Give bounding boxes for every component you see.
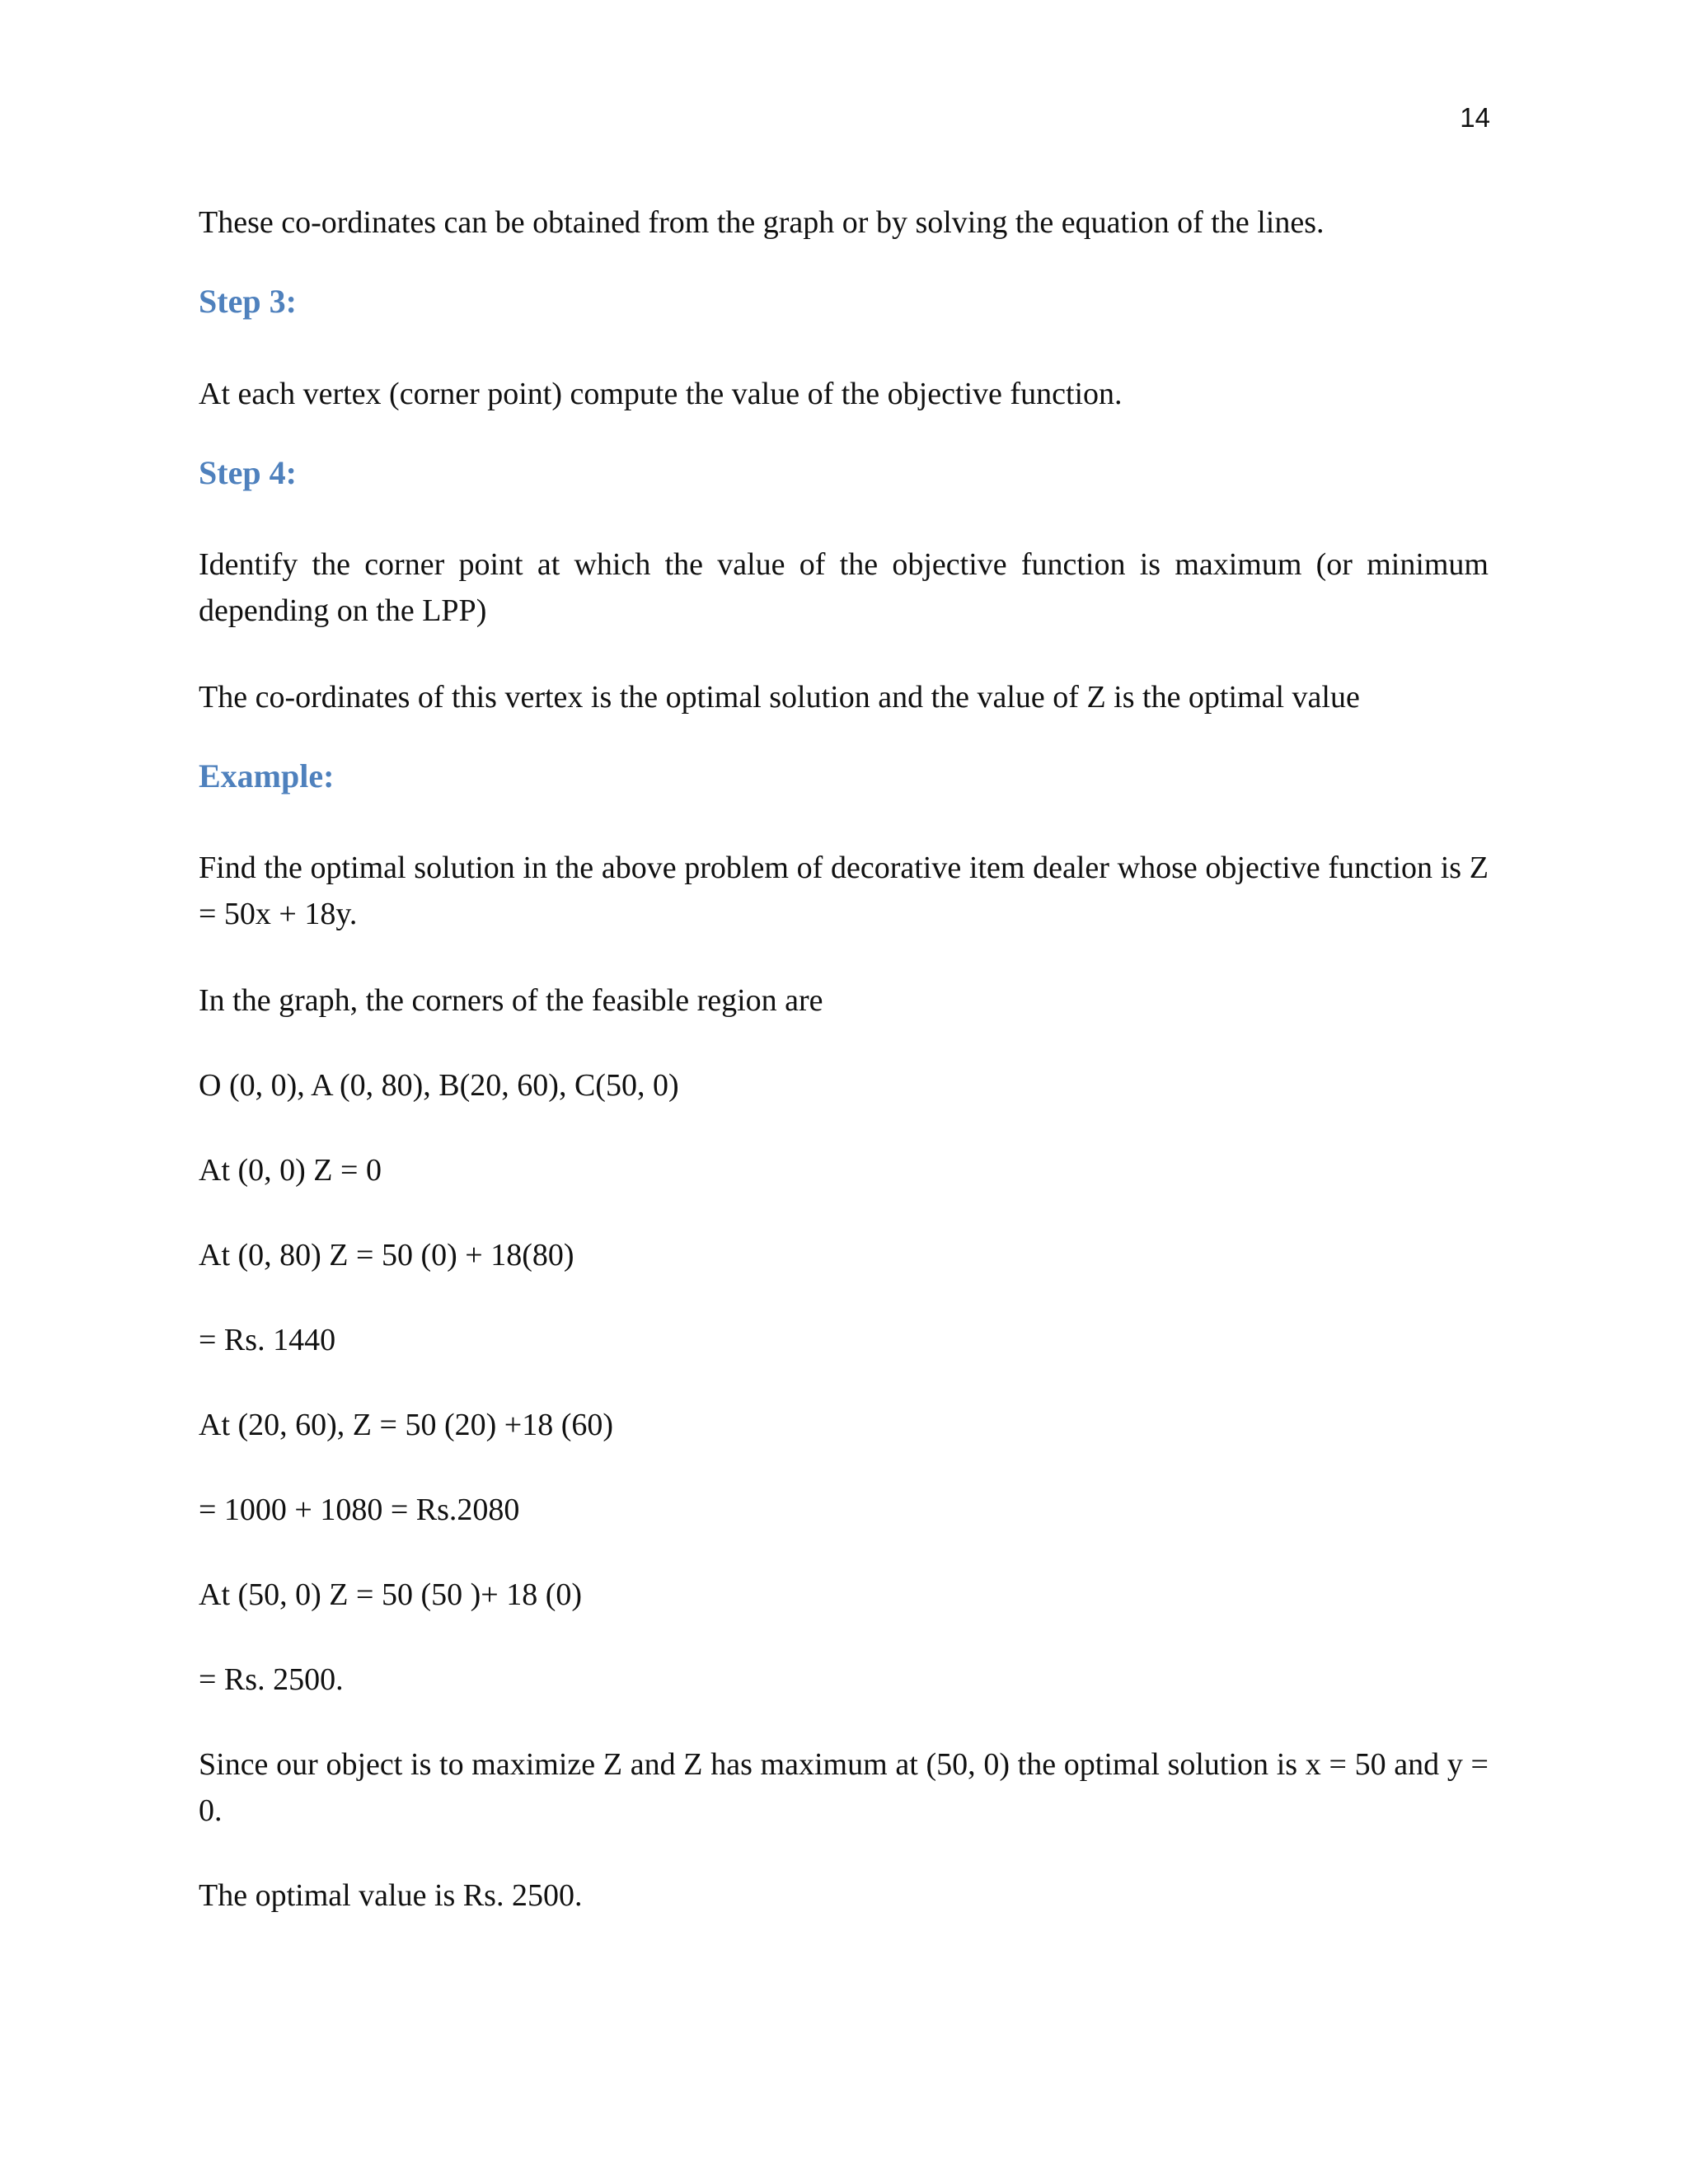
calculation-line-2: At (0, 80) Z = 50 (0) + 18(80) xyxy=(199,1238,574,1272)
step3-heading: Step 3: xyxy=(199,283,297,320)
example-heading: Example: xyxy=(199,757,335,794)
step4-paragraph: Identify the corner point at which the value of the objective function is maximum (or minimum depending on the LPP) xyxy=(199,547,1489,628)
conclusion-paragraph: Since our object is to maximize Z and Z has maximum at (50, 0) the optimal solution is x = 50 and y = 0. xyxy=(199,1747,1489,1828)
page-number: 14 xyxy=(1460,102,1490,133)
calculation-line-5: = 1000 + 1080 = Rs.2080 xyxy=(199,1493,520,1527)
intro-paragraph: These co-ordinates can be obtained from the graph or by solving the equation of the lines. xyxy=(199,205,1325,240)
corners-list: O (0, 0), A (0, 80), B(20, 60), C(50, 0) xyxy=(199,1068,679,1103)
calculation-line-1: At (0, 0) Z = 0 xyxy=(199,1153,382,1188)
calculation-line-7: = Rs. 2500. xyxy=(199,1662,344,1697)
step4-heading: Step 4: xyxy=(199,454,297,491)
calculation-line-4: At (20, 60), Z = 50 (20) +18 (60) xyxy=(199,1408,613,1442)
calculation-line-6: At (50, 0) Z = 50 (50 )+ 18 (0) xyxy=(199,1577,582,1612)
optimal-value-paragraph: The optimal value is Rs. 2500. xyxy=(199,1878,583,1913)
calculation-line-3: = Rs. 1440 xyxy=(199,1323,336,1357)
example-paragraph: Find the optimal solution in the above problem of decorative item dealer whose objective function is Z = 50x + 18y. xyxy=(199,851,1489,931)
step3-paragraph: At each vertex (corner point) compute the value of the objective function. xyxy=(199,377,1123,411)
optimal-note-paragraph: The co-ordinates of this vertex is the optimal solution and the value of Z is the optimal value xyxy=(199,680,1360,715)
corners-intro-paragraph: In the graph, the corners of the feasible region are xyxy=(199,983,823,1018)
